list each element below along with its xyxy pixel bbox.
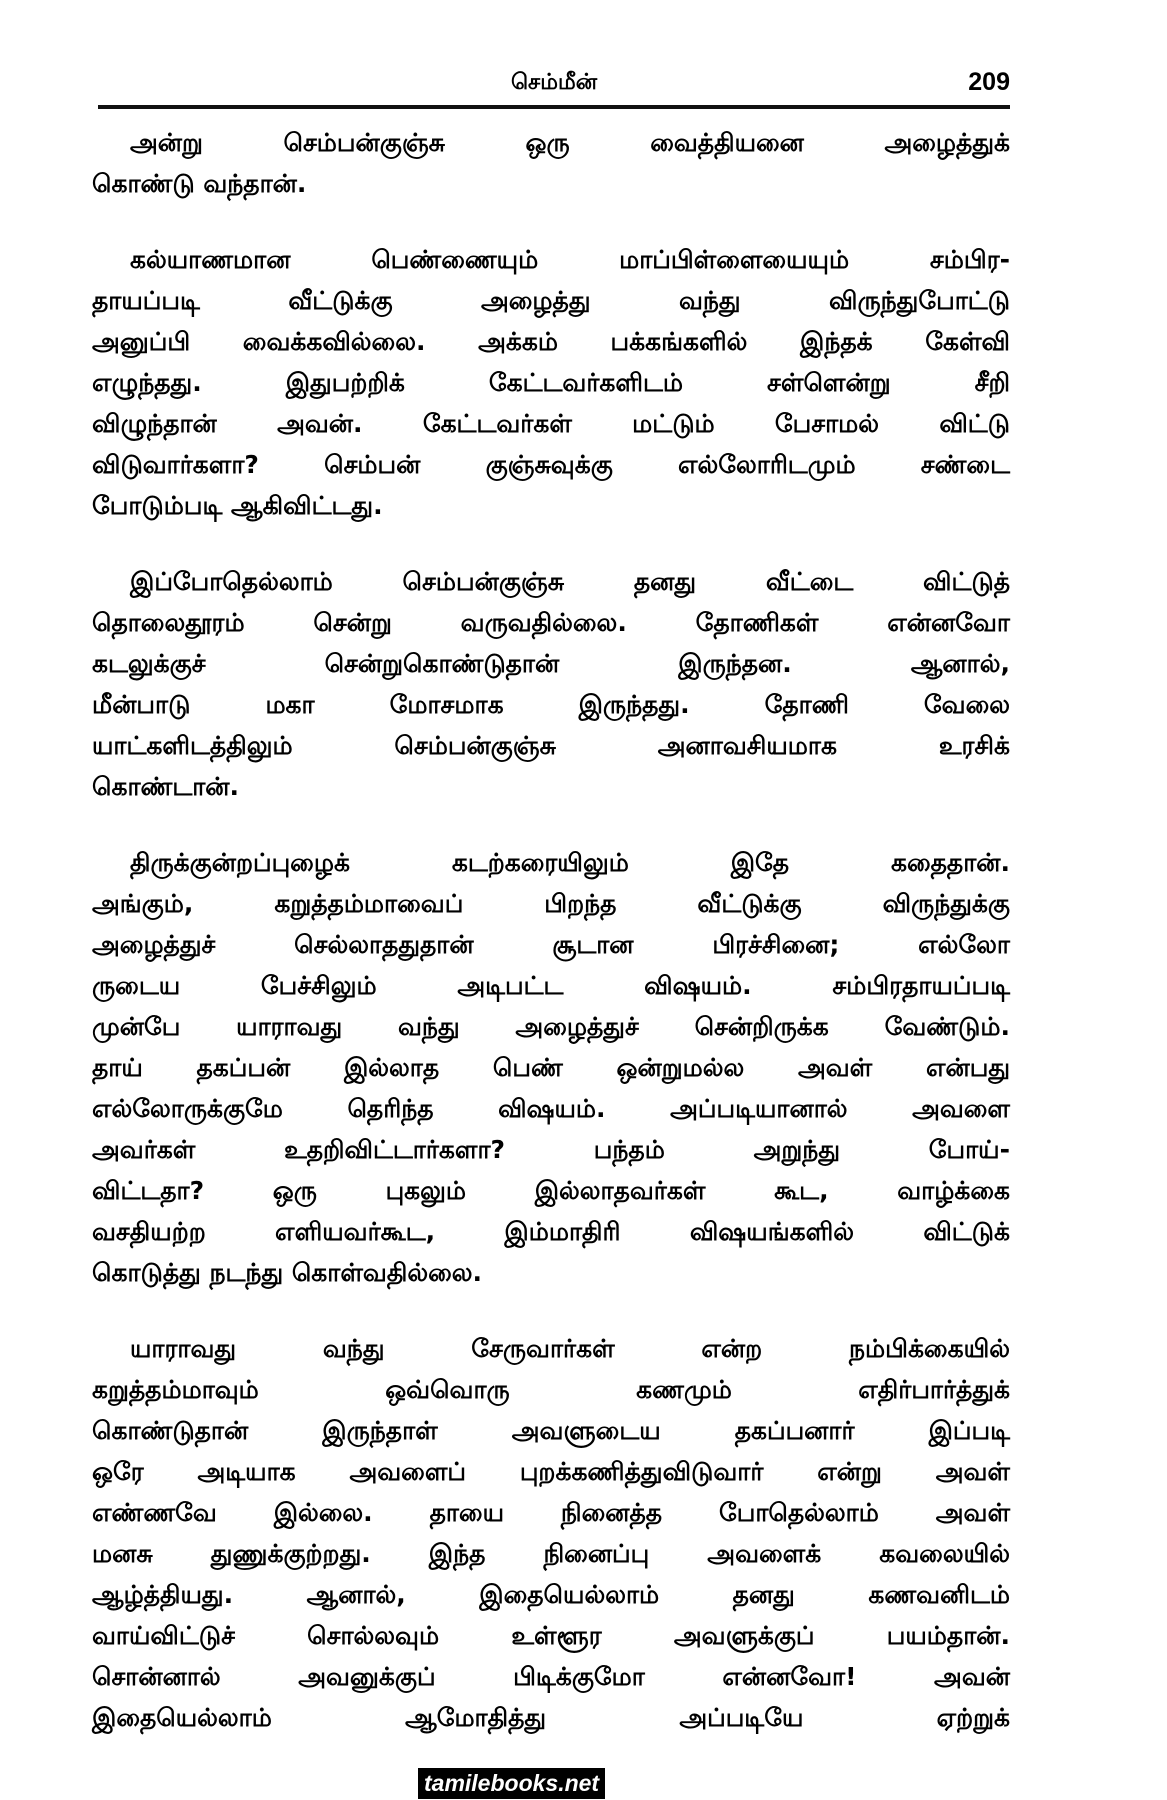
text-line: கொண்டுதான் இருந்தாள் அவளுடைய தகப்பனார் இப்படி xyxy=(92,1416,1010,1445)
text-line: அனுப்பி வைக்கவில்லை. அக்கம் பக்கங்களில் இந்தக் கேள்வி xyxy=(92,327,1010,356)
text-line: இதையெல்லாம் ஆமோதித்து அப்படியே ஏற்றுக் xyxy=(92,1703,1010,1732)
paragraph xyxy=(92,239,1010,526)
text-line: கொடுத்து நடந்து கொள்வதில்லை. xyxy=(92,1258,482,1287)
text-line: யாராவது வந்து சேருவார்கள் என்ற நம்பிக்கையில் xyxy=(130,1334,1010,1363)
text-line: அங்கும், கறுத்தம்மாவைப் பிறந்த வீட்டுக்கு விருந்துக்கு xyxy=(92,889,1010,918)
text-line: திருக்குன்றப்புழைக் கடற்கரையிலும் இதே கதைதான். xyxy=(130,848,1010,877)
text-line: ஒரே அடியாக அவளைப் புறக்கணித்துவிடுவார் என்று அவள் xyxy=(92,1457,1010,1486)
book-title: செம்மீன் xyxy=(510,70,598,95)
text-line: கறுத்தம்மாவும் ஒவ்வொரு கணமும் எதிர்பார்த்துக் xyxy=(92,1375,1010,1404)
text-line: சொன்னால் அவனுக்குப் பிடிக்குமோ என்னவோ! அவன் xyxy=(92,1662,1010,1691)
text-line: அழைத்துச் செல்லாததுதான் சூடான பிரச்சினை; எல்லோ xyxy=(92,930,1010,959)
text-line: தொலைதூரம் சென்று வருவதில்லை. தோணிகள் என்னவோ xyxy=(92,608,1010,637)
body-text xyxy=(92,122,1010,1773)
text-line: கொண்டான். xyxy=(92,772,240,801)
text-line: போடும்படி ஆகிவிட்டது. xyxy=(92,491,383,520)
text-line: எழுந்தது. இதுபற்றிக் கேட்டவர்களிடம் சள்ளென்று சீறி xyxy=(92,368,1010,397)
text-line: விழுந்தான் அவன். கேட்டவர்கள் மட்டும் பேசாமல் விட்டு xyxy=(92,409,1010,438)
header-rule xyxy=(98,105,1010,109)
watermark: tamilebooks.net xyxy=(418,1768,605,1799)
text-line: முன்பே யாராவது வந்து அழைத்துச் சென்றிருக்க வேண்டும். xyxy=(92,1012,1010,1041)
text-line: கடலுக்குச் சென்றுகொண்டுதான் இருந்தன. ஆனால், xyxy=(92,649,1010,678)
paragraph xyxy=(92,842,1010,1293)
text-line: ஆழ்த்தியது. ஆனால், இதையெல்லாம் தனது கணவனிடம் xyxy=(92,1580,1010,1609)
text-line: யாட்களிடத்திலும் செம்பன்குஞ்சு அனாவசியமாக உரசிக் xyxy=(92,731,1010,760)
text-line: விடுவார்களா? செம்பன் குஞ்சுவுக்கு எல்லோரிடமும் சண்டை xyxy=(92,450,1010,479)
paragraph xyxy=(92,1328,1010,1738)
paragraph xyxy=(92,561,1010,807)
text-line: அன்று செம்பன்குஞ்சு ஒரு வைத்தியனை அழைத்துக் xyxy=(130,128,1010,157)
text-line: மீன்பாடு மகா மோசமாக இருந்தது. தோணி வேலை xyxy=(92,690,1010,719)
text-line: எண்ணவே இல்லை. தாயை நினைத்த போதெல்லாம் அவள் xyxy=(92,1498,1010,1527)
text-line: அவர்கள் உதறிவிட்டார்களா? பந்தம் அறுந்து போய்- xyxy=(92,1135,1010,1164)
text-line: மனசு துணுக்குற்றது. இந்த நினைப்பு அவளைக் கவலையில் xyxy=(92,1539,1010,1568)
text-line: ருடைய பேச்சிலும் அடிபட்ட விஷயம். சம்பிரதாயப்படி xyxy=(92,971,1010,1000)
text-line: கொண்டு வந்தான். xyxy=(92,169,307,198)
page-number: 209 xyxy=(968,68,1010,96)
text-line: வாய்விட்டுச் சொல்லவும் உள்ளூர அவளுக்குப் பயம்தான். xyxy=(92,1621,1010,1650)
text-line: தாயப்படி வீட்டுக்கு அழைத்து வந்து விருந்துபோட்டு xyxy=(92,286,1010,315)
text-line: எல்லோருக்குமே தெரிந்த விஷயம். அப்படியானால் அவளை xyxy=(92,1094,1010,1123)
running-header xyxy=(98,66,1010,106)
text-line: கல்யாணமான பெண்ணையும் மாப்பிள்ளையையும் சம்பிர- xyxy=(130,245,1010,274)
text-line: வசதியற்ற எளியவர்கூட, இம்மாதிரி விஷயங்களில் விட்டுக் xyxy=(92,1217,1010,1246)
text-line: விட்டதா? ஒரு புகலும் இல்லாதவர்கள் கூட, வாழ்க்கை xyxy=(92,1176,1010,1205)
text-line: தாய் தகப்பன் இல்லாத பெண் ஒன்றுமல்ல அவள் என்பது xyxy=(92,1053,1010,1082)
paragraph xyxy=(92,122,1010,204)
text-line: இப்போதெல்லாம் செம்பன்குஞ்சு தனது வீட்டை விட்டுத் xyxy=(130,567,1010,596)
